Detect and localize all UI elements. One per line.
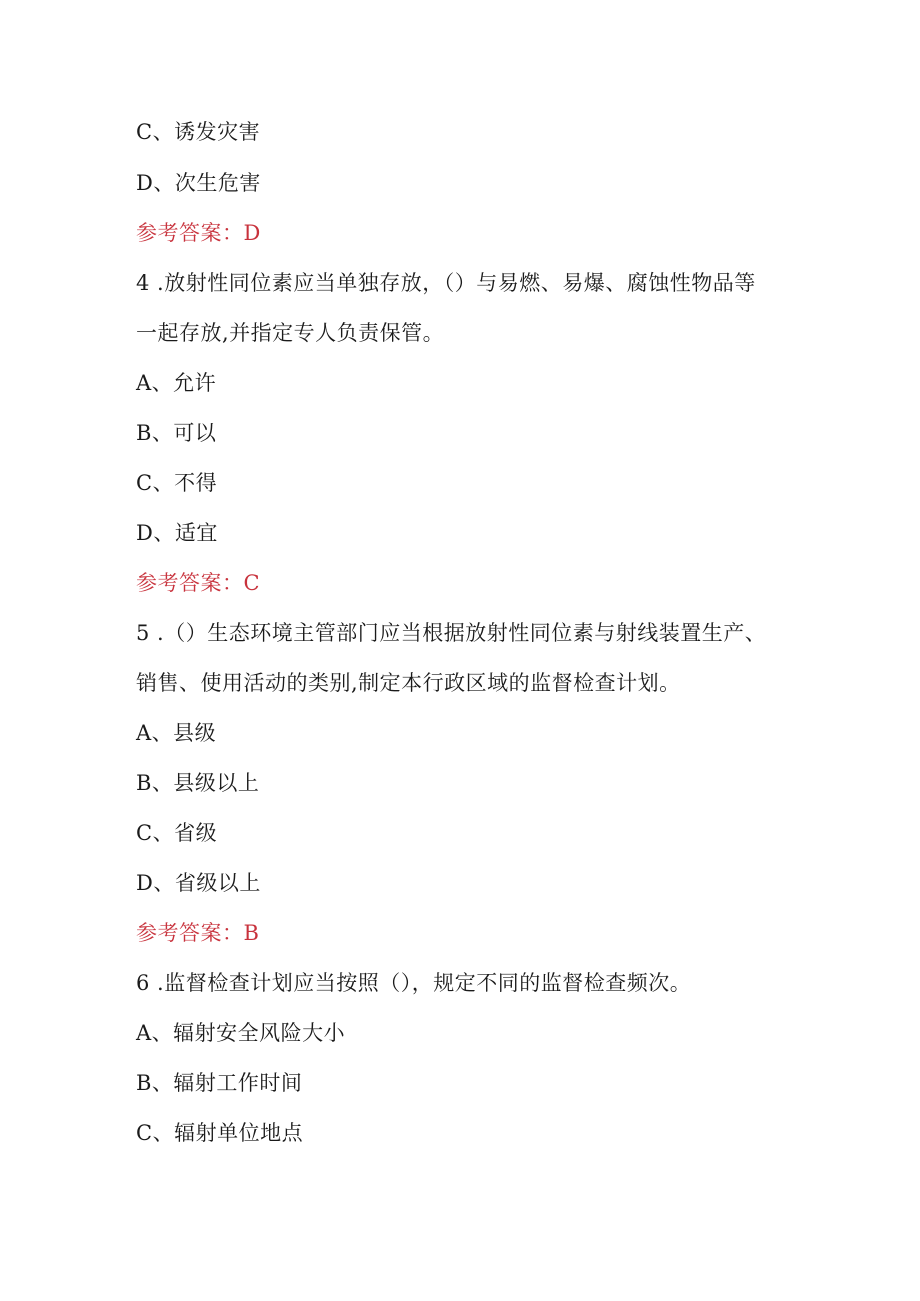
question-stem-continued: 销售、使用活动的类别,制定本行政区域的监督检查计划。: [136, 671, 681, 695]
option-a: A、允许: [136, 371, 217, 395]
question-stem: 5 .（）生态环境主管部门应当根据放射性同位素与射线装置生产、: [136, 621, 767, 645]
option-d: D、次生危害: [136, 171, 261, 195]
option-c: C、省级: [136, 821, 218, 845]
question-stem-continued: 一起存放,并指定专人负责保管。: [136, 321, 445, 345]
option-a: A、县级: [136, 721, 217, 745]
question-stem: 6 .监督检查计划应当按照（），规定不同的监督检查频次。: [136, 971, 692, 995]
answer-label: 参考答案：D: [136, 221, 261, 245]
answer-label: 参考答案：B: [136, 921, 260, 945]
option-c: C、不得: [136, 471, 218, 495]
question-stem: 4 .放射性同位素应当单独存放，（）与易燃、易爆、腐蚀性物品等: [136, 271, 756, 295]
answer-label: 参考答案：C: [136, 571, 261, 595]
option-b: B、辐射工作时间: [136, 1071, 303, 1095]
option-c: C、辐射单位地点: [136, 1121, 304, 1145]
option-b: B、可以: [136, 421, 217, 445]
option-d: D、适宜: [136, 521, 218, 545]
option-b: B、县级以上: [136, 771, 260, 795]
option-c: C、诱发灾害: [136, 120, 261, 144]
option-d: D、省级以上: [136, 871, 261, 895]
option-a: A、辐射安全风险大小: [136, 1021, 346, 1045]
